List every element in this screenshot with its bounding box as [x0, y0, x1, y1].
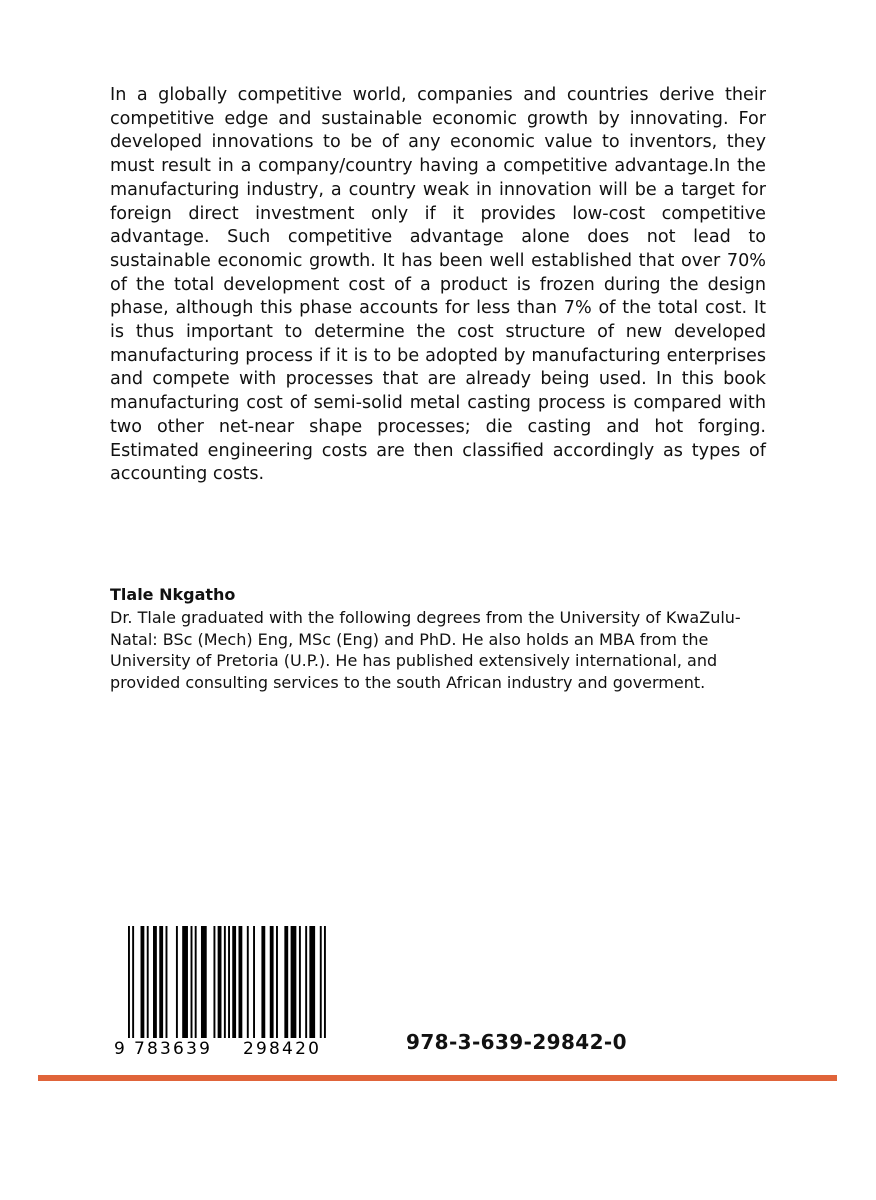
barcode-bar: [291, 926, 297, 1038]
barcode-bar: [324, 926, 326, 1050]
barcode-bar: [128, 926, 130, 1050]
barcode-bar: [224, 926, 226, 1050]
barcode-bar: [253, 926, 255, 1038]
barcode-bar: [201, 926, 207, 1038]
isbn-barcode: [114, 926, 360, 1056]
barcode-bar: [247, 926, 249, 1038]
barcode-bar: [153, 926, 157, 1038]
barcode-bar: [228, 926, 230, 1050]
barcode-bar: [182, 926, 188, 1038]
barcode-bar: [238, 926, 242, 1038]
back-cover-blurb: In a globally competitive world, companies and countries derive their competitive edge and sustainable economic growth by innovating. For developed innovations to be of any economic value to inventors, they must result in a company/country having a competitive advantage.In the manufacturing industry, a country weak in innovation will be a target for foreign direct investment only if it provides low-cost competitive advantage. Such competitive advantage alone does not lead to sustainable economic growth. It has been well established that over 70% of the total development cost of a product is frozen during the design phase, although this phase accounts for less than 7% of the total cost. It is thus important to determine the cost structure of new developed manufacturing process if it is to be adopted by manufacturing enterprises and compete with processes that are already being used. In this book manufacturing cost of semi-solid metal casting process is compared with two other net-near shape processes; die casting and hot forging. Estimated engineering costs are then classified accordingly as types of accounting costs.: [110, 85, 766, 485]
barcode-bar: [276, 926, 278, 1038]
barcode-bar: [299, 926, 301, 1038]
barcode-bar: [132, 926, 134, 1050]
barcode-bar: [195, 926, 197, 1038]
barcode-bar: [309, 926, 315, 1038]
barcode-bar: [166, 926, 168, 1038]
barcode-bar: [213, 926, 215, 1038]
barcode-bar: [320, 926, 322, 1050]
barcode-bar: [261, 926, 265, 1038]
barcode-bar: [159, 926, 163, 1038]
orange-accent-rule: [38, 1075, 837, 1081]
author-bio: Dr. Tlale graduated with the following degrees from the University of KwaZulu-Natal: BSc (Mech) Eng, MSc (Eng) and PhD. He also holds an MBA from the University of Pretoria (U.P.). He has published extensively international, and provided consulting services to the south African industry and goverment.: [110, 608, 741, 692]
isbn-number: 978-3-639-29842-0: [406, 1030, 627, 1054]
barcode-bar: [284, 926, 288, 1038]
barcode-digits-right: 298420: [243, 1039, 322, 1056]
barcode-digit-lead: 9: [114, 1039, 125, 1056]
barcode-bar: [270, 926, 274, 1038]
barcode-bar: [232, 926, 236, 1038]
barcode-bar: [305, 926, 307, 1038]
barcode-bar: [218, 926, 222, 1038]
barcode-digits-left: 783639: [134, 1039, 213, 1056]
barcode-bar: [191, 926, 193, 1038]
author-name: Tlale Nkgatho: [110, 585, 236, 604]
barcode-bar: [141, 926, 145, 1038]
barcode-bar: [176, 926, 178, 1038]
barcode-bar: [147, 926, 149, 1038]
